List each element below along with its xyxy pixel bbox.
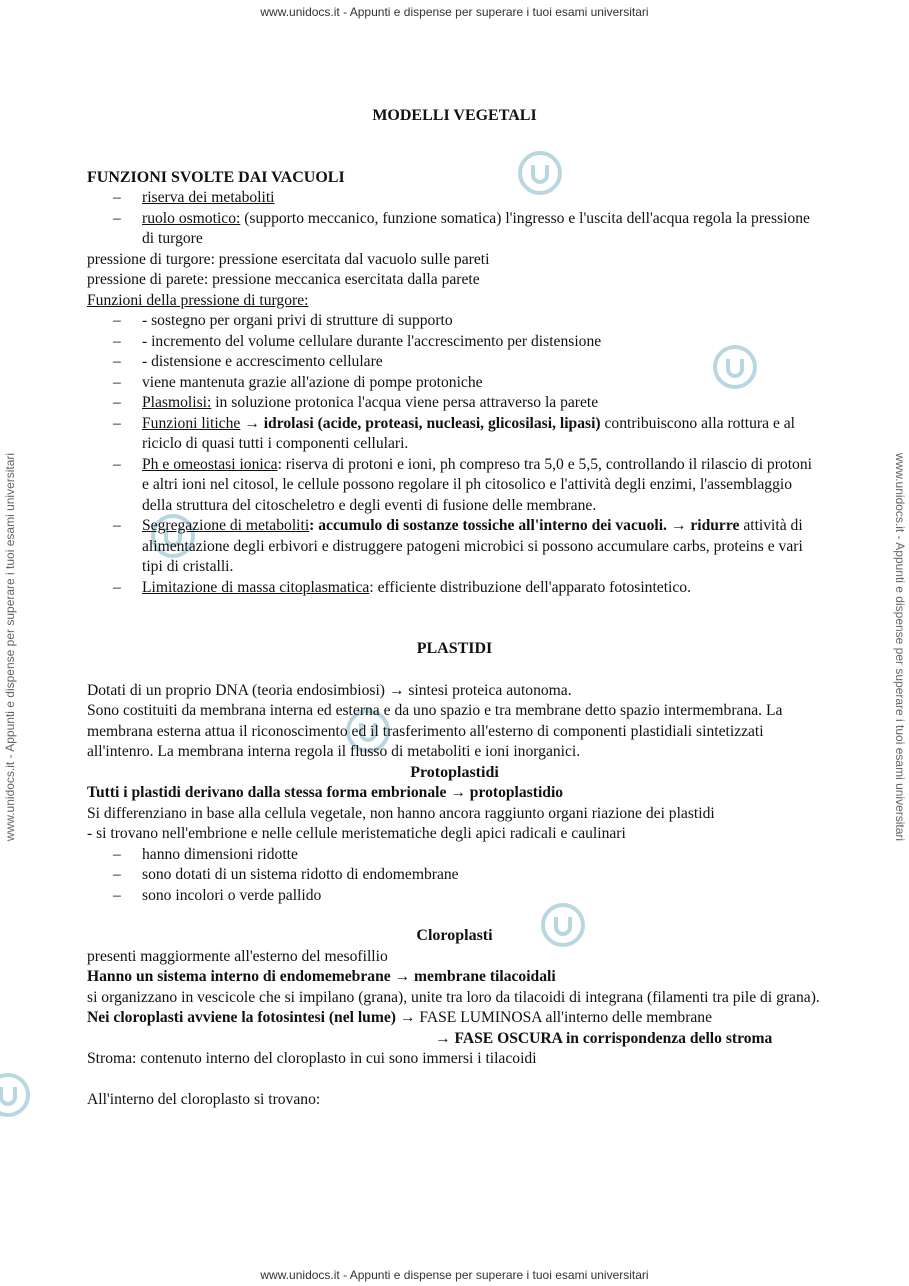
paragraph: Sono costituiti da membrana interna ed esterna e da uno spazio e tra membrane detto spazio intermembrana. La membrana esterna attua il riconoscimento ed il trasferimento all'esterno di componenti plastidiali sintetizzati all'intenro. La membrana interna regola il flusso di metaboliti e ioni inorganici. [87,702,783,760]
text-line: All'interno del cloroplasto si trovano: [87,1090,321,1108]
page-title: MODELLI VEGETALI [372,107,537,124]
text-line: Nei cloroplasti avviene la fotosintesi (nel lume) → FASE LUMINOSA all'interno delle membrane [87,1009,713,1026]
list-item: – sono dotati di un sistema ridotto di endomembrane [87,865,822,886]
list-item: – Plasmolisi: in soluzione protonica l'acqua viene persa attraverso la parete [87,393,822,414]
paragraph: si organizzano in vescicole che si impilano (grana), unite tra loro da tilacoidi di integrana (filamenti tra pile di grana). [87,988,820,1006]
list-item: – sono incolori o verde pallido [87,886,822,907]
watermark-header: www.unidocs.it - Appunti e dispense per superare i tuoi esami universitari [260,5,649,19]
text-line: → FASE OSCURA in corrispondenza dello stroma [435,1029,773,1047]
subheading: Funzioni della pressione di turgore: [87,291,309,309]
list-item: – Ph e omeostasi ionica: riserva di protoni e ioni, ph compreso tra 5,0 e 5,5, controllando il rilascio di protoni e altri ioni nel citosol, le cellule possono regolare il ph citosolico e l'attività degli enzimi, l'assemblaggio della struttura del citoscheletro e degli eventi di fusione delle membrane. [87,455,822,517]
vacuoli-list [87,188,822,250]
text-line: - si trovano nell'embrione e nelle cellule meristematiche degli apici radicali e caulinari [87,825,626,842]
cloroplasti-heading: Cloroplasti [416,927,493,944]
list-item: – - distensione e accrescimento cellulare [87,352,822,373]
text-line: pressione di turgore: pressione esercitata dal vacuolo sulle pareti [87,250,490,268]
list-item: – Funzioni litiche → idrolasi (acide, proteasi, nucleasi, glicosilasi, lipasi) contribuiscono alla rottura e al riciclo di quasi tutti i componenti cellulari. [87,414,822,455]
list-item: – ruolo osmotico: (supporto meccanico, funzione somatica) l'ingresso e l'uscita dell'acqua regola la pressione di turgore [87,209,822,250]
protoplastidi-heading: Protoplastidi [410,763,499,781]
vacuoli-heading: FUNZIONI SVOLTE DAI VACUOLI [87,168,345,186]
list-item: – riserva dei metaboliti [87,188,822,209]
watermark-footer: www.unidocs.it - Appunti e dispense per superare i tuoi esami universitari [260,1268,649,1282]
list-item: – hanno dimensioni ridotte [87,845,822,866]
list-item: – viene mantenuta grazie all'azione di pompe protoniche [87,373,822,394]
text-line: Tutti i plastidi derivano dalla stessa forma embrionale → protoplastidio [87,784,564,801]
watermark-right: www.unidocs.it - Appunti e dispense per superare i tuoi esami universitari [893,452,907,842]
text-line: Stroma: contenuto interno del cloroplasto in cui sono immersi i tilacoidi [87,1050,537,1067]
list-item: – Limitazione di massa citoplasmatica: efficiente distribuzione dell'apparato fotosintetico. [87,578,822,599]
text-line: Hanno un sistema interno di endomemebrane → membrane tilacoidali [87,968,556,985]
text-line: pressione di parete: pressione meccanica esercitata dalla parete [87,271,480,288]
unidocs-logo-icon [0,1072,31,1118]
paragraph: Si differenziano in base alla cellula vegetale, non hanno ancora raggiunto organi riazione dei plastidi [87,804,715,822]
turgore-list [87,311,822,598]
document-body [87,106,822,1110]
list-item: – - sostegno per organi privi di strutture di supporto [87,311,822,332]
plastidi-heading: PLASTIDI [416,640,493,657]
text-line: Dotati di un proprio DNA (teoria endosimbiosi) → sintesi proteica autonoma. [87,681,572,699]
list-item: – - incremento del volume cellulare durante l'accrescimento per distensione [87,332,822,353]
list-item: – Segregazione di metaboliti: accumulo di sostanze tossiche all'interno dei vacuoli. → ridurre attività di alimentazione degli erbivori e distruggere patogeni microbici si possono accumulare carbs, proteins e vari tipi di cristalli. [87,516,822,578]
protoplastidi-list [87,845,822,907]
text-line: presenti maggiormente all'esterno del mesofillio [87,947,388,965]
watermark-left: www.unidocs.it - Appunti e dispense per superare i tuoi esami universitari [3,452,17,842]
